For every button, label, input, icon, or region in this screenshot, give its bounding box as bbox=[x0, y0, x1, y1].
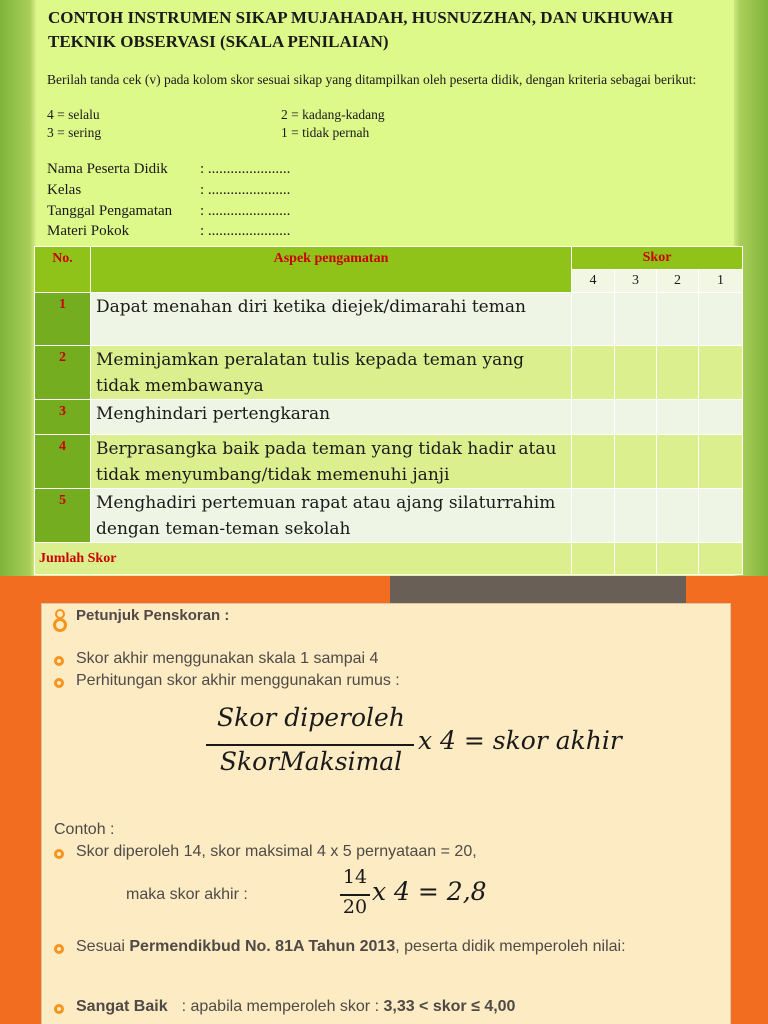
row-aspect: Meminjamkan peralatan tulis kepada teman yang tidak membawanya bbox=[91, 346, 572, 400]
total-cell[interactable] bbox=[657, 543, 699, 575]
example-numerator: 14 bbox=[342, 866, 368, 888]
scoring-heading: Petunjuk Penskoran : bbox=[76, 607, 230, 624]
bullet-icon bbox=[54, 849, 64, 859]
score-cell[interactable] bbox=[615, 346, 657, 400]
header-no: No. bbox=[35, 247, 91, 293]
formula-numerator: Skor diperoleh bbox=[217, 703, 405, 732]
regulation-suffix: , peserta didik memperoleh nilai: bbox=[395, 938, 626, 955]
score-level-3: 3 bbox=[615, 270, 657, 293]
bullet-text: Perhitungan skor akhir menggunakan rumus : bbox=[76, 672, 400, 689]
example-rest: x 4 = 2,8 bbox=[372, 877, 487, 906]
table-row bbox=[35, 400, 743, 435]
row-aspect: Dapat menahan diri ketika diejek/dimarahi teman bbox=[91, 293, 572, 346]
example-line: maka skor akhir : bbox=[126, 886, 248, 903]
grade-label: Sangat Baik bbox=[76, 998, 168, 1015]
row-number: 5 bbox=[35, 489, 91, 543]
total-cell[interactable] bbox=[699, 543, 743, 575]
double-ring-bullet-icon bbox=[53, 609, 67, 633]
score-cell[interactable] bbox=[699, 489, 743, 543]
bullet-icon bbox=[54, 678, 64, 688]
grade-middle: : apabila memperoleh skor : bbox=[181, 998, 384, 1015]
score-cell[interactable] bbox=[615, 293, 657, 346]
instruction-text: Berilah tanda cek (v) pada kolom skor sesuai sikap yang ditampilkan oleh peserta didik, dengan kriteria sebagai berikut: bbox=[47, 72, 697, 87]
example-label: Contoh : bbox=[54, 821, 115, 838]
formula-denominator: SkorMaksimal bbox=[219, 747, 403, 776]
bullet-text: Skor akhir menggunakan skala 1 sampai 4 bbox=[76, 650, 379, 667]
field-label-topic: Materi Pokok bbox=[47, 223, 130, 239]
bullet-icon bbox=[54, 944, 64, 954]
score-cell[interactable] bbox=[572, 293, 615, 346]
row-aspect: Menghadiri pertemuan rapat atau ajang silaturrahim dengan teman-teman sekolah bbox=[91, 489, 572, 543]
grade-line bbox=[76, 998, 515, 1016]
field-label-date: Tanggal Pengamatan bbox=[47, 203, 173, 219]
row-aspect: Menghindari pertengkaran bbox=[91, 400, 572, 435]
row-number: 2 bbox=[35, 346, 91, 400]
row-number: 1 bbox=[35, 293, 91, 346]
criteria-2: 2 = kadang-kadang bbox=[281, 107, 385, 122]
total-cell[interactable] bbox=[615, 543, 657, 575]
total-cell[interactable] bbox=[572, 543, 615, 575]
regulation-bold: Permendikbud No. 81A Tahun 2013 bbox=[129, 938, 396, 955]
score-cell[interactable] bbox=[572, 346, 615, 400]
row-aspect: Berprasangka baik pada teman yang tidak hadir atau tidak menyumbang/tidak memenuhi janji bbox=[91, 435, 572, 489]
row-number: 4 bbox=[35, 435, 91, 489]
instrument-title: CONTOH INSTRUMEN SIKAP MUJAHADAH, HUSNUZZHAN, DAN UKHUWAH TEKNIK OBSERVASI (SKALA PENILAIAN) bbox=[48, 8, 673, 51]
score-cell[interactable] bbox=[699, 400, 743, 435]
score-cell[interactable] bbox=[699, 346, 743, 400]
field-label-name: Nama Peserta Didik bbox=[47, 161, 168, 177]
table-row bbox=[35, 293, 743, 346]
score-cell[interactable] bbox=[657, 489, 699, 543]
score-cell[interactable] bbox=[572, 489, 615, 543]
table-row bbox=[35, 435, 743, 489]
example-bullet-text: Skor diperoleh 14, skor maksimal 4 x 5 pernyataan = 20, bbox=[76, 843, 477, 860]
score-cell[interactable] bbox=[657, 293, 699, 346]
fraction-bar bbox=[206, 744, 414, 746]
regulation-prefix: Sesuai bbox=[76, 938, 130, 955]
formula-rest: x 4 = skor akhir bbox=[418, 726, 622, 755]
score-cell[interactable] bbox=[657, 346, 699, 400]
grade-range: 3,33 < skor ≤ 4,00 bbox=[383, 998, 516, 1015]
field-value-topic: : ...................... bbox=[200, 223, 291, 239]
observation-table bbox=[34, 246, 743, 575]
regulation-text bbox=[76, 937, 696, 956]
score-cell[interactable] bbox=[699, 293, 743, 346]
example-denominator: 20 bbox=[342, 896, 368, 918]
score-cell[interactable] bbox=[615, 435, 657, 489]
table-row bbox=[35, 346, 743, 400]
field-value-date: : ...................... bbox=[200, 203, 291, 219]
criteria-1: 1 = tidak pernah bbox=[281, 125, 370, 140]
field-label-class: Kelas bbox=[47, 182, 82, 198]
score-cell[interactable] bbox=[699, 435, 743, 489]
criteria-3: 3 = sering bbox=[47, 125, 102, 140]
criteria-4: 4 = selalu bbox=[47, 107, 100, 122]
field-value-class: : ...................... bbox=[200, 182, 291, 198]
score-cell[interactable] bbox=[657, 435, 699, 489]
scoring-card bbox=[41, 603, 731, 1024]
score-cell[interactable] bbox=[615, 400, 657, 435]
score-level-4: 4 bbox=[572, 270, 615, 293]
row-number: 3 bbox=[35, 400, 91, 435]
score-cell[interactable] bbox=[572, 435, 615, 489]
scoring-slide bbox=[0, 576, 768, 1024]
total-row bbox=[35, 543, 743, 575]
total-label: Jumlah Skor bbox=[35, 543, 572, 575]
score-level-2: 2 bbox=[657, 270, 699, 293]
bullet-icon bbox=[54, 1004, 64, 1014]
score-cell[interactable] bbox=[657, 400, 699, 435]
field-value-name: : ...................... bbox=[200, 161, 291, 177]
bullet-icon bbox=[54, 656, 64, 666]
score-level-1: 1 bbox=[699, 270, 743, 293]
score-cell[interactable] bbox=[615, 489, 657, 543]
table-row bbox=[35, 489, 743, 543]
slide-top-bar bbox=[390, 576, 686, 603]
score-cell[interactable] bbox=[572, 400, 615, 435]
header-score: Skor bbox=[572, 247, 743, 270]
header-aspect: Aspek pengamatan bbox=[91, 247, 572, 293]
